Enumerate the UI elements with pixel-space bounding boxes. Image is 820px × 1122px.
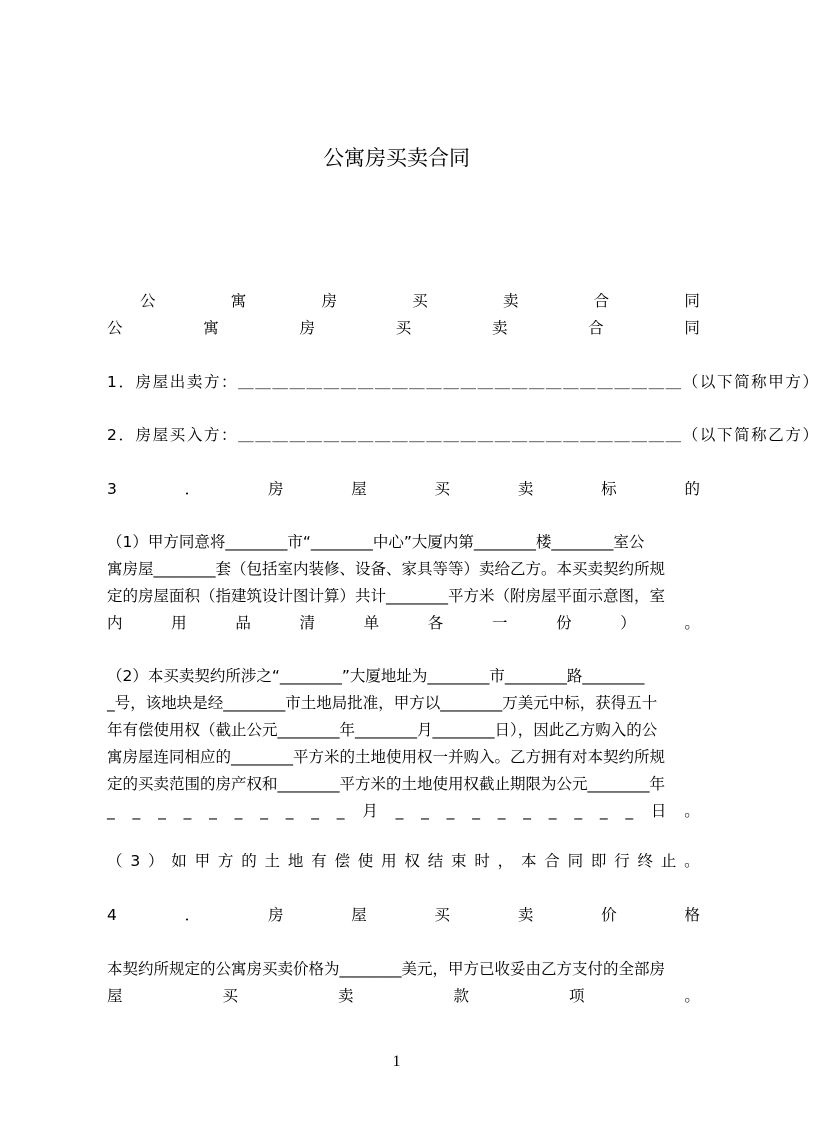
text-char: 合 xyxy=(593,292,610,310)
text-char: _ xyxy=(574,802,583,820)
text-char: 日 xyxy=(650,802,667,820)
text-char: 买 xyxy=(395,319,412,337)
text-char: 。 xyxy=(684,852,700,870)
document-title: 公寓房买卖合同 xyxy=(323,146,470,170)
text-char: 使 xyxy=(357,852,374,870)
text-char: ． xyxy=(184,906,201,924)
text-char: 束 xyxy=(451,852,467,870)
text-char: 3 xyxy=(130,852,141,870)
text-char: 屋 xyxy=(107,987,123,1005)
section-4-heading xyxy=(107,905,700,925)
text-char: _ xyxy=(311,802,319,820)
clause-2-line-6 xyxy=(107,801,700,821)
text-char: _ xyxy=(625,802,634,820)
text-char: 卖 xyxy=(517,906,534,924)
text-char: 。 xyxy=(684,802,700,820)
text-char: （ xyxy=(107,852,123,870)
text-char: 寓 xyxy=(230,292,247,310)
text-char: ） xyxy=(147,852,164,870)
text-char: 用 xyxy=(171,614,187,632)
text-char: 卖 xyxy=(502,292,519,310)
text-char: 合 xyxy=(588,319,604,337)
section-3-heading xyxy=(107,479,700,499)
text-char: 单 xyxy=(363,614,380,632)
text-char: 房 xyxy=(267,480,284,498)
text-char: 。 xyxy=(684,987,700,1005)
text-char: _ xyxy=(132,802,141,820)
text-char: 同 xyxy=(684,319,700,337)
text-char: 行 xyxy=(614,852,630,870)
text-char: 。 xyxy=(684,614,700,632)
text-char: 本 xyxy=(520,852,537,870)
clause-3 xyxy=(107,851,700,871)
price-line-2 xyxy=(107,986,700,1006)
text-char: _ xyxy=(472,802,480,820)
text-char: 一 xyxy=(491,614,508,632)
text-char: 结 xyxy=(427,852,444,870)
text-char: 4 xyxy=(107,906,117,924)
text-char: 土 xyxy=(264,852,281,870)
text-char: _ xyxy=(260,802,268,820)
text-char: 甲 xyxy=(194,852,211,870)
text-char: 寓 xyxy=(203,319,219,337)
text-char: _ xyxy=(497,802,506,820)
text-char: 买 xyxy=(412,292,428,310)
text-char: 价 xyxy=(601,906,617,924)
text-char: 屋 xyxy=(351,906,367,924)
text-char: 卖 xyxy=(337,987,354,1005)
text-char: ） xyxy=(620,614,636,632)
text-char: 标 xyxy=(601,480,617,498)
spaced-heading-1 xyxy=(107,291,700,311)
text-char: 内 xyxy=(107,614,123,632)
text-char: 止 xyxy=(660,852,677,870)
text-char: 买 xyxy=(222,987,238,1005)
text-char: 地 xyxy=(287,852,304,870)
text-char: 房 xyxy=(321,292,337,310)
clause-1-line-3: 定的房屋面积（指建筑设计图计算）共计________平方米（附房屋平面示意图，室 xyxy=(107,587,666,605)
text-char: 款 xyxy=(453,987,469,1005)
clause-1-line-1: （1）甲方同意将________市“________中心”大厦内第________楼________室公 xyxy=(107,533,645,551)
text-char: 卖 xyxy=(491,319,508,337)
text-char: _ xyxy=(446,802,455,820)
text-char: 的 xyxy=(241,852,257,870)
text-char: 合 xyxy=(544,852,560,870)
text-char: 卖 xyxy=(517,480,534,498)
text-char: 公 xyxy=(140,292,156,310)
spaced-heading-2 xyxy=(107,318,700,338)
text-char: 份 xyxy=(556,614,572,632)
text-char: 即 xyxy=(590,852,607,870)
text-char: 房 xyxy=(267,906,284,924)
text-char: _ xyxy=(336,802,345,820)
text-char: _ xyxy=(285,802,294,820)
clause-2-line-4: 寓房屋连同相应的________平方米的土地使用权一并购入。乙方拥有对本契约所规 xyxy=(107,748,666,766)
text-char: 同 xyxy=(684,292,700,310)
text-char: _ xyxy=(234,802,243,820)
text-char: _ xyxy=(183,802,192,820)
text-char: 项 xyxy=(568,987,585,1005)
text-char: 屋 xyxy=(351,480,367,498)
text-char: _ xyxy=(523,802,532,820)
text-char: _ xyxy=(209,802,217,820)
text-char: 格 xyxy=(684,906,700,924)
text-char: _ xyxy=(395,802,404,820)
text-char: 时 xyxy=(474,852,490,870)
text-char: 用 xyxy=(381,852,397,870)
text-char: 买 xyxy=(434,906,451,924)
price-line-1: 本契约所规定的公寓房买卖价格为________美元，甲方已收妥由乙方支付的全部房 xyxy=(107,960,666,978)
text-char: 买 xyxy=(434,480,451,498)
text-char: ， xyxy=(497,852,514,870)
text-char: 方 xyxy=(217,852,234,870)
clause-1-line-4 xyxy=(107,613,700,633)
text-char: 终 xyxy=(637,852,654,870)
text-char: 如 xyxy=(171,852,187,870)
text-char: 权 xyxy=(404,852,420,870)
text-char: _ xyxy=(599,802,608,820)
clause-2-line-1: （2）本买卖契约所涉之“________”大厦地址为________市________路________ xyxy=(107,667,645,685)
text-char: 3 xyxy=(107,480,117,498)
clause-2-line-3: 年有偿使用权（截止公元________年________月________日），因此乙方购入的公 xyxy=(107,721,658,739)
text-char: 的 xyxy=(684,480,700,498)
clause-1-line-2: 寓房屋________套（包括室内装修、设备、家具等等）卖给乙方。本买卖契约所规 xyxy=(107,560,666,578)
text-char: 有 xyxy=(311,852,327,870)
text-char: 房 xyxy=(299,319,315,337)
text-char: ． xyxy=(184,480,201,498)
text-char: _ xyxy=(421,802,429,820)
buyer-line: 2．房屋买入方：＿＿＿＿＿＿＿＿＿＿＿＿＿＿＿＿＿＿＿＿＿＿＿＿＿＿（以下简称乙方） xyxy=(107,426,820,444)
text-char: _ xyxy=(548,802,557,820)
seller-line: 1．房屋出卖方：＿＿＿＿＿＿＿＿＿＿＿＿＿＿＿＿＿＿＿＿＿＿＿＿＿＿（以下简称甲方） xyxy=(107,373,820,391)
clause-2-line-2: _号，该地块是经________市土地局批准，甲方以________万美元中标，获得五十 xyxy=(107,694,658,712)
page-number: 1 xyxy=(392,1053,401,1070)
text-char: 同 xyxy=(567,852,584,870)
text-char: _ xyxy=(107,802,115,820)
text-char: 月 xyxy=(362,802,378,820)
text-char: 清 xyxy=(299,614,315,632)
text-char: 各 xyxy=(427,614,444,632)
text-char: 偿 xyxy=(334,852,350,870)
text-char: 品 xyxy=(235,614,251,632)
text-char: 公 xyxy=(107,319,123,337)
clause-2-line-5: 定的买卖范围的房产权和________平方米的土地使用权截止期限为公元________年 xyxy=(107,775,666,793)
text-char: _ xyxy=(158,802,166,820)
